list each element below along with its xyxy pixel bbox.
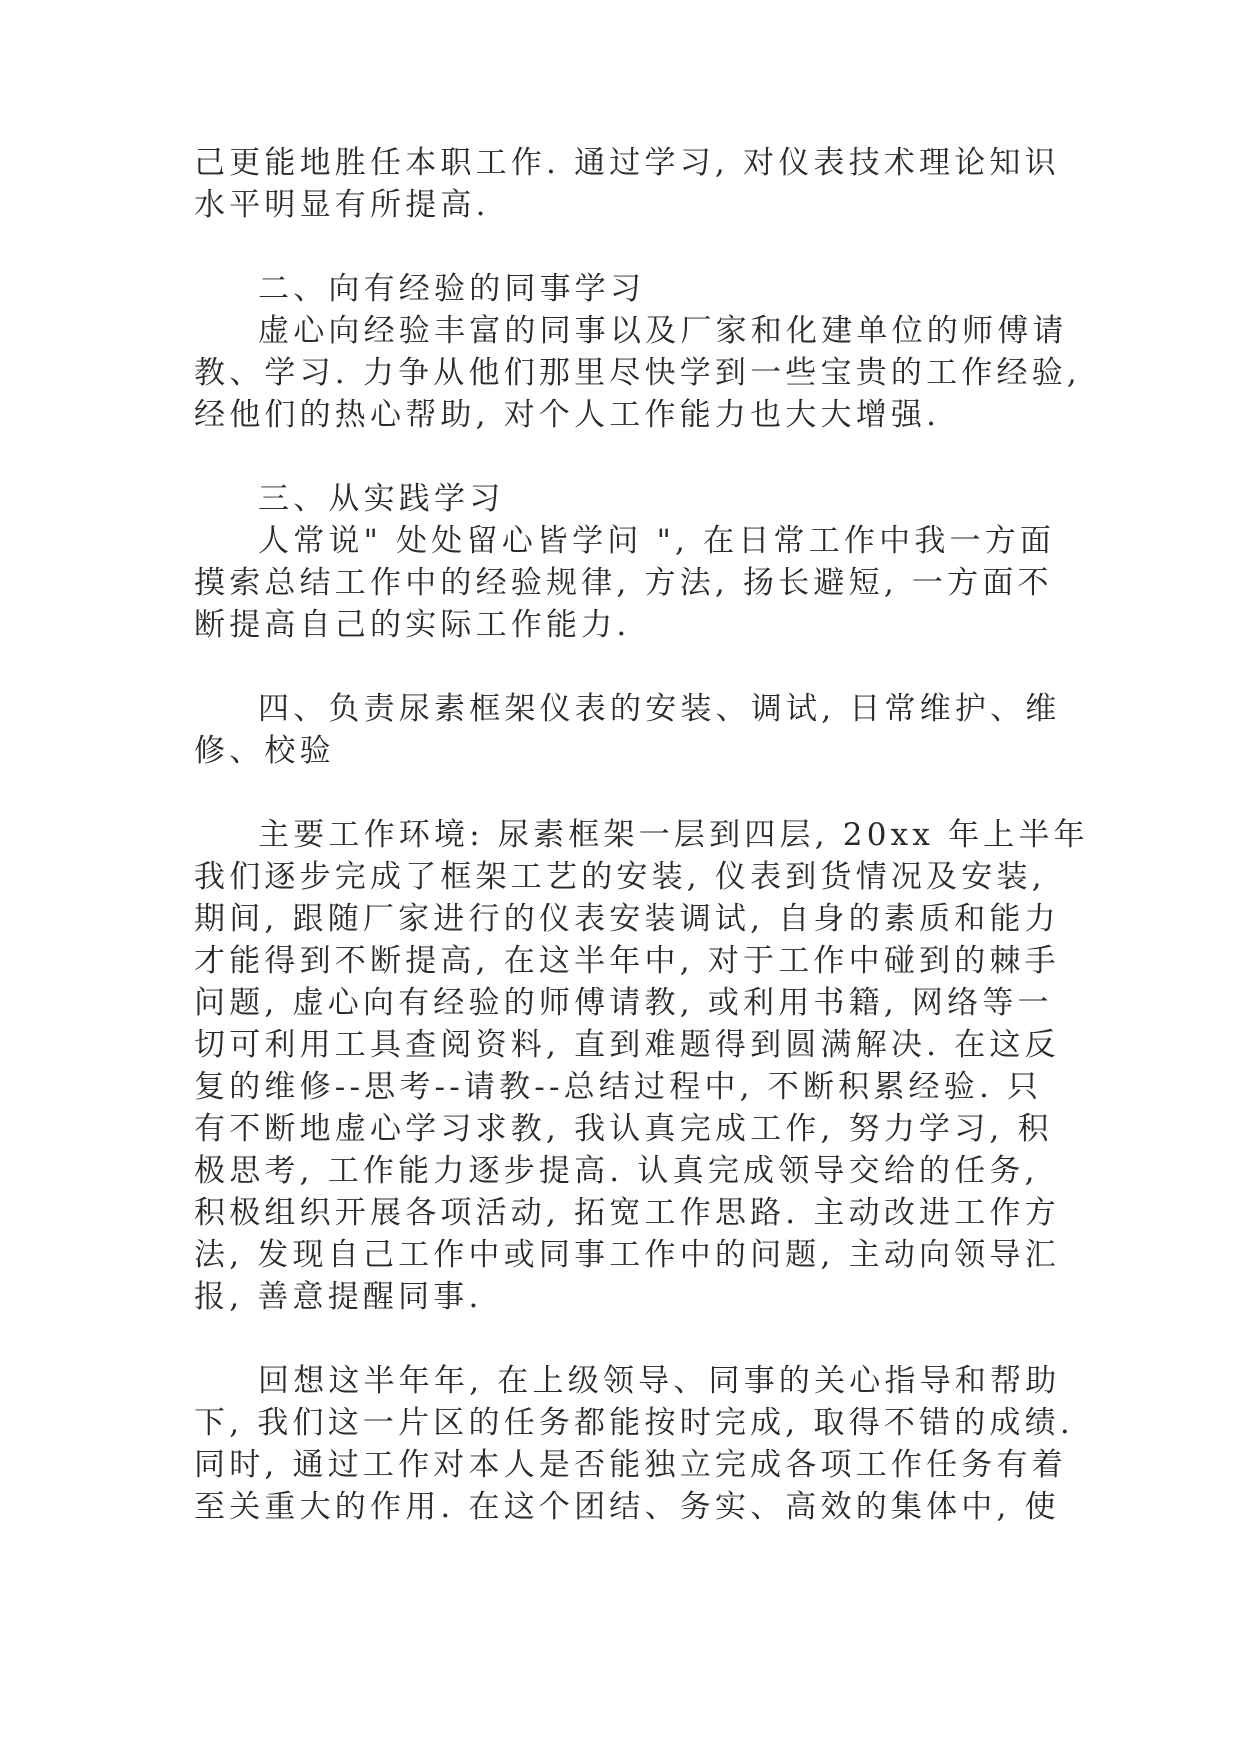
text-line: 法, 发现自己工作中或同事工作中的问题, 主动向领导汇 bbox=[194, 1237, 1060, 1273]
section-heading-continued: 修、校验 bbox=[194, 733, 335, 769]
text-line: 才能得到不断提高, 在这半年中, 对于工作中碰到的棘手 bbox=[194, 943, 1060, 979]
text-line: 虚心向经验丰富的同事以及厂家和化建单位的师傅请 bbox=[258, 313, 1068, 349]
text-line: 至关重大的作用. 在这个团结、务实、高效的集体中, 使 bbox=[194, 1489, 1060, 1525]
text-line: 期间, 跟随厂家进行的仪表安装调试, 自身的素质和能力 bbox=[194, 901, 1060, 937]
section-heading: 四、负责尿素框架仪表的安装、调试, 日常维护、维 bbox=[258, 691, 1061, 727]
section-heading: 二、向有经验的同事学习 bbox=[258, 271, 646, 307]
text-line: 切可利用工具查阅资料, 直到难题得到圆满解决. 在这反 bbox=[194, 1027, 1060, 1063]
text-line: 积极组织开展各项活动, 拓宽工作思路. 主动改进工作方 bbox=[194, 1195, 1060, 1231]
text-line: 极思考, 工作能力逐步提高. 认真完成领导交给的任务, bbox=[194, 1153, 1039, 1189]
text-line: 复的维修--思考--请教--总结过程中, 不断积累经验. 只 bbox=[194, 1069, 1043, 1105]
text-line: 下, 我们这一片区的任务都能按时完成, 取得不错的成绩. bbox=[194, 1405, 1074, 1441]
text-line: 经他们的热心帮助, 对个人工作能力也大大增强. bbox=[194, 397, 941, 433]
section-heading: 三、从实践学习 bbox=[258, 481, 505, 517]
text-line: 我们逐步完成了框架工艺的安装, 仪表到货情况及安装, bbox=[194, 859, 1046, 895]
text-line: 水平明显有所提高. bbox=[194, 187, 490, 223]
text-line: 人常说" 处处留心皆学问 ", 在日常工作中我一方面 bbox=[258, 523, 1056, 559]
text-line: 回想这半年年, 在上级领导、同事的关心指导和帮助 bbox=[258, 1363, 1061, 1399]
text-line: 有不断地虚心学习求教, 我认真完成工作, 努力学习, 积 bbox=[194, 1111, 1053, 1147]
text-line: 断提高自己的实际工作能力. bbox=[194, 607, 631, 643]
paragraph-gap bbox=[194, 1318, 1034, 1360]
paragraph-gap bbox=[194, 226, 1034, 268]
paragraph-gap bbox=[194, 436, 1034, 478]
text-line: 摸索总结工作中的经验规律, 方法, 扬长避短, 一方面不 bbox=[194, 565, 1053, 601]
text-line: 报, 善意提醒同事. bbox=[194, 1279, 483, 1315]
paragraph-gap bbox=[194, 646, 1034, 688]
text-line: 己更能地胜任本职工作. 通过学习, 对仪表技术理论知识 bbox=[194, 145, 1060, 181]
text-line: 主要工作环境: 尿素框架一层到四层, 20xx 年上半年 bbox=[258, 817, 1089, 853]
document-body bbox=[194, 142, 1089, 1528]
text-line: 同时, 通过工作对本人是否能独立完成各项工作任务有着 bbox=[194, 1447, 1067, 1483]
text-line: 问题, 虚心向有经验的师傅请教, 或利用书籍, 网络等一 bbox=[194, 985, 1053, 1021]
text-line: 教、学习. 力争从他们那里尽快学到一些宝贵的工作经验, bbox=[194, 355, 1081, 391]
paragraph-gap bbox=[194, 772, 1034, 814]
